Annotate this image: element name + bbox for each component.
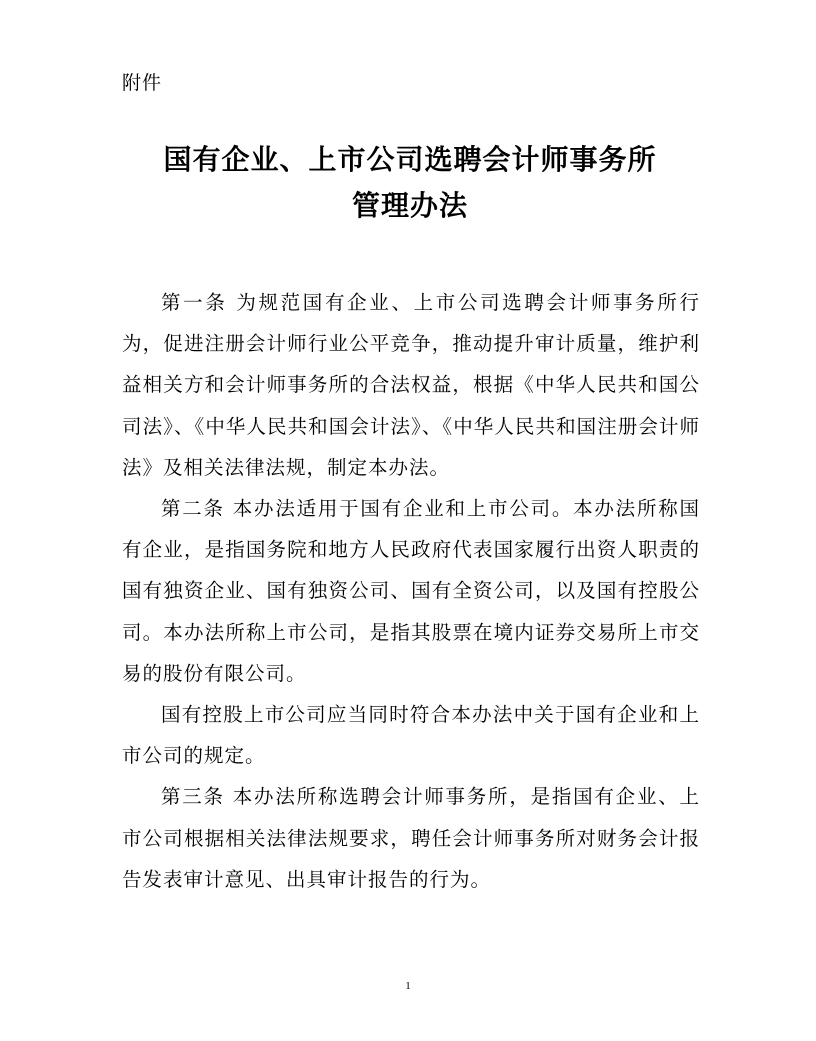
article-2-supplement-paragraph: 国有控股上市公司应当同时符合本办法中关于国有企业和上市公司的规定。 bbox=[122, 703, 700, 768]
attachment-label: 附件 bbox=[122, 72, 163, 94]
document-title-line-1: 国有企业、上市公司选聘会计师事务所 bbox=[163, 143, 657, 176]
page-number: 1 bbox=[405, 980, 411, 992]
article-2-paragraph: 第二条 本办法适用于国有企业和上市公司。本办法所称国有企业，是指国务院和地方人民政府代表国家履行出资人职责的国有独资企业、国有独资公司、国有全资公司，以及国有控股公司。本办法所称上市公司，是指其股票在境内证券交易所上市交易的股份有限公司。 bbox=[122, 497, 700, 685]
article-1-paragraph: 第一条 为规范国有企业、上市公司选聘会计师事务所行为，促进注册会计师行业公平竞争，推动提升审计质量，维护利益相关方和会计师事务所的合法权益，根据《中华人民共和国公司法》、《中华人民共和国会计法》、《中华人民共和国注册会计师法》及相关法律法规，制定本办法。 bbox=[122, 291, 700, 479]
document-body bbox=[122, 282, 700, 900]
document-title-line-2: 管理办法 bbox=[351, 189, 468, 222]
article-3-paragraph: 第三条 本办法所称选聘会计师事务所，是指国有企业、上市公司根据相关法律法规要求，聘任会计师事务所对财务会计报告发表审计意见、出具审计报告的行为。 bbox=[122, 785, 700, 891]
